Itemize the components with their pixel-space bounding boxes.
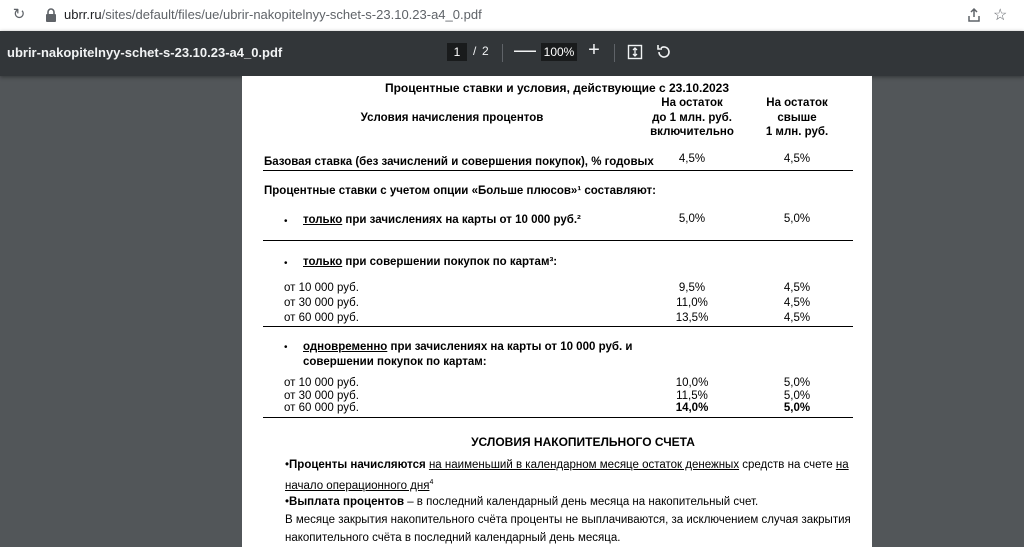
header-col1-line: включительно	[650, 126, 734, 138]
zoom-out-button[interactable]: —	[514, 37, 536, 62]
page-separator: /	[473, 44, 477, 58]
purchases-row-label: от 60 000 руб.	[284, 312, 359, 324]
transfers-text: при зачислениях на карты от 10 000 руб.²	[342, 214, 581, 226]
header-col2	[737, 96, 857, 140]
interest-accrual-link: на наименьший в календарном месяце остаток денежных	[428, 459, 740, 471]
header-conditions: Условия начисления процентов	[360, 112, 544, 124]
fit-to-page-icon[interactable]	[627, 44, 643, 60]
bullet: •	[284, 258, 288, 269]
combined-row-col1: 14,0%	[675, 402, 709, 414]
browser-toolbar	[0, 0, 1024, 32]
zoom-level-input[interactable]: 100%	[541, 43, 577, 61]
address-bar[interactable]	[64, 7, 482, 22]
pdf-toolbar	[0, 31, 1024, 76]
combined-col1	[642, 377, 742, 415]
share-icon[interactable]	[966, 7, 982, 23]
table-rule	[263, 417, 853, 418]
purchases-label	[303, 256, 557, 268]
bullet: •	[284, 342, 288, 353]
transfers-only: только	[303, 214, 343, 226]
header-col1-line: до 1 млн. руб.	[652, 111, 732, 124]
base-rate-label: Базовая ставка (без зачислений и совершения покупок), % годовых	[264, 156, 654, 168]
footnote-mark: 4	[429, 479, 434, 486]
bookmark-star-icon[interactable]: ☆	[993, 7, 1008, 24]
rotate-icon[interactable]	[655, 43, 673, 61]
purchases-row-col1: 11,0%	[676, 297, 708, 309]
purchases-row-label: от 10 000 руб.	[284, 282, 359, 294]
table-rule	[263, 170, 853, 171]
header-col2-line: На остаток	[766, 97, 828, 109]
bullet: •	[284, 216, 288, 227]
interest-accrual-bold: Проценты начисляются	[289, 459, 426, 471]
table-rule	[263, 326, 853, 327]
header-col2-line: свыше	[777, 111, 817, 124]
closure-para-line2: накопительного счёта в последний календарный день месяца.	[285, 532, 621, 544]
header-col2-line: 1 млн. руб.	[765, 126, 829, 138]
combined-col2	[747, 377, 847, 415]
purchases-col2	[747, 281, 847, 326]
purchases-row-label: от 30 000 руб.	[284, 297, 359, 309]
purchases-row-col1: 13,5%	[675, 312, 709, 324]
toolbar-divider	[614, 44, 615, 62]
combined-label	[303, 340, 632, 369]
purchases-only: только	[303, 256, 343, 268]
page-total: 2	[482, 44, 489, 58]
interest-payout-line	[285, 493, 851, 511]
interest-accrual-link3: начало операционного дня	[285, 479, 430, 492]
interest-payout-bold: Выплата процентов	[289, 496, 405, 508]
pdf-page	[242, 76, 872, 547]
table-rule	[263, 240, 853, 241]
combined-row-label: от 30 000 руб.	[284, 389, 359, 402]
interest-accrual-line1	[285, 456, 849, 474]
combined-label-line1	[303, 340, 632, 355]
url-path: /sites/default/files/ue/ubrir-nakopitelnyy-schet-s-23.10.23-a4_0.pdf	[101, 7, 482, 22]
combined-simultaneously: одновременно	[303, 341, 388, 353]
toolbar-divider	[502, 44, 503, 62]
interest-payout-text: – в последний календарный день месяца на накопительный счет.	[404, 496, 759, 508]
url-host: ubrr.ru	[64, 7, 102, 22]
zoom-in-button[interactable]: +	[588, 39, 600, 61]
interest-accrual-item	[285, 456, 849, 495]
bullet: •	[285, 459, 290, 471]
purchases-thresholds	[284, 281, 359, 326]
combined-text-1: при зачислениях на карты от 10 000 руб. и	[387, 341, 633, 353]
header-col1	[632, 96, 752, 140]
interest-payout-item	[285, 493, 851, 547]
bullet: •	[285, 496, 290, 508]
combined-row-col2: 5,0%	[783, 377, 811, 389]
combined-text-2: совершении покупок по картам:	[303, 355, 487, 368]
combined-row-col2: 5,0%	[783, 389, 811, 402]
combined-row-label: от 60 000 руб.	[284, 402, 359, 414]
purchases-col1	[642, 281, 742, 326]
base-rate-col1: 4,5%	[678, 153, 706, 165]
interest-accrual-link2: на	[835, 459, 849, 471]
transfers-label	[303, 214, 581, 226]
combined-row-label: от 10 000 руб.	[284, 377, 359, 389]
page-number-input[interactable]: 1	[447, 43, 467, 61]
combined-row-col1: 10,0%	[675, 377, 709, 389]
lock-icon[interactable]	[45, 8, 57, 22]
header-col1-line: На остаток	[661, 97, 723, 109]
base-rate-col2: 4,5%	[783, 153, 811, 165]
interest-accrual-line2	[285, 474, 849, 495]
combined-thresholds	[284, 377, 359, 415]
purchases-row-col1: 9,5%	[678, 282, 706, 294]
purchases-row-col2: 4,5%	[783, 312, 811, 324]
transfers-col2: 5,0%	[783, 213, 811, 225]
account-conditions-title: УСЛОВИЯ НАКОПИТЕЛЬНОГО СЧЕТА	[471, 435, 695, 449]
pdf-filename: ubrir-nakopitelnyy-schet-s-23.10.23-a4_0.pdf	[7, 45, 283, 60]
combined-row-col2: 5,0%	[783, 402, 811, 414]
reload-icon[interactable]: ↻	[12, 6, 26, 23]
transfers-col1: 5,0%	[678, 213, 706, 225]
option-heading: Процентные ставки с учетом опции «Больше плюсов»¹ составляют:	[264, 185, 656, 197]
doc-title: Процентные ставки и условия, действующие с 23.10.2023	[384, 81, 730, 95]
purchases-text: при совершении покупок по картам³:	[342, 256, 558, 268]
purchases-row-col2: 4,5%	[783, 282, 811, 294]
closure-para-line1: В месяце закрытия накопительного счёта проценты не выплачиваются, за исключением случая закрытия	[285, 514, 851, 526]
interest-accrual-text: средств на счете	[739, 459, 836, 471]
purchases-row-col2: 4,5%	[783, 297, 811, 309]
combined-row-col1: 11,5%	[676, 389, 708, 402]
